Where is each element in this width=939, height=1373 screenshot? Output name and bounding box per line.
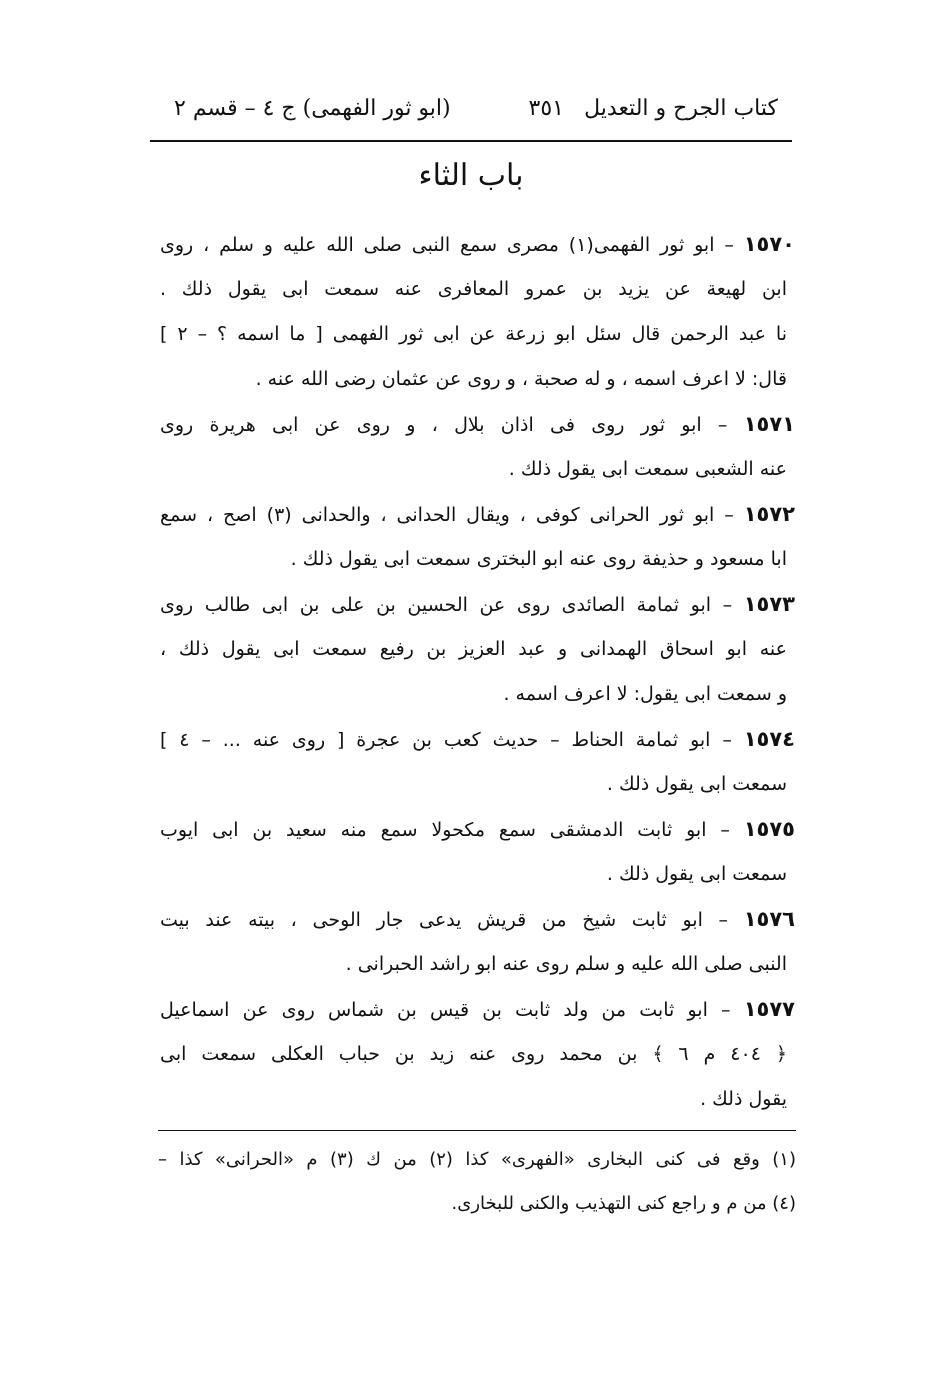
entry-text: عنه الشعبى سمعت ابى يقول ذلك . [508, 458, 787, 480]
entry-text: عنه ابو اسحاق الهمدانى و عبد العزيز بن رفيع سمعت ابى يقول ذلك ، [160, 638, 787, 660]
entry-text: – ابو ثابت الدمشقى سمع مكحولا سمع منه سعيد بن ابى ايوب [160, 819, 730, 841]
entry-text: نا عبد الرحمن قال سئل ابو زرعة عن ابى ثور الفهمى [ ما اسمه ؟ – ٢ ] [160, 323, 788, 345]
entry-line [160, 492, 795, 537]
entry-line [160, 627, 795, 672]
entry-7 [160, 897, 795, 987]
entry-line [160, 537, 795, 582]
entry-line [160, 672, 795, 717]
footnotes [158, 1138, 796, 1226]
entry-line [160, 1032, 795, 1077]
entry-line [160, 942, 795, 987]
entry-line [160, 402, 795, 447]
page-number: ٣٥١ [528, 96, 564, 121]
entry-1 [160, 222, 795, 402]
footnote-rule [158, 1130, 796, 1131]
entry-text: سمعت ابى يقول ذلك . [606, 773, 787, 795]
entry-text: – ابو ثمامة الحناط – حديث كعب بن عجرة [ روى عنه ... – ٤ ] [160, 729, 732, 751]
entry-5 [160, 717, 795, 807]
entry-line [160, 267, 795, 312]
entry-line [160, 582, 795, 627]
entry-number: ١٥٧٦ [743, 907, 796, 931]
entries-list [160, 222, 795, 1122]
entry-number: ١٥٧٣ [743, 592, 795, 616]
entry-text: يقول ذلك . [700, 1088, 787, 1110]
entry-line [160, 222, 795, 267]
entry-line [160, 1077, 795, 1122]
entry-line [160, 357, 795, 402]
entry-text: سمعت ابى يقول ذلك . [606, 863, 787, 885]
entry-line [160, 717, 795, 762]
running-header [150, 88, 792, 132]
entry-number: ١٥٧٥ [743, 817, 795, 841]
entry-text: ﴿ ٤٠٤ م ٦ ﴾ بن محمد روى عنه زيد بن حباب العكلى سمعت ابى [160, 1043, 787, 1065]
entry-line [160, 807, 795, 852]
entry-line [160, 312, 795, 357]
entry-text: – ابو ثور الفهمى(١) مصرى سمع النبى صلى الله عليه و سلم ، روى [160, 234, 734, 256]
entry-text: – ابو ثور روى فى اذان بلال ، و روى عن ابى هريرة روى [160, 414, 728, 436]
entry-2 [160, 402, 795, 492]
entry-number: ١٥٧٠ [743, 232, 796, 256]
entry-8 [160, 987, 795, 1122]
entry-number: ١٥٧٤ [743, 727, 796, 751]
entry-number: ١٥٧١ [743, 412, 795, 436]
entry-line [160, 762, 795, 807]
entry-6 [160, 807, 795, 897]
entry-text: و سمعت ابى يقول: لا اعرف اسمه . [503, 683, 787, 705]
entry-text: ابا مسعود و حذيفة روى عنه ابو البخترى سمعت ابى يقول ذلك . [290, 548, 787, 570]
section-label: (ابو ثور الفهمى) ج ٤ – قسم ٢ [174, 96, 451, 121]
entry-3 [160, 492, 795, 582]
entry-line [160, 447, 795, 492]
entry-number: ١٥٧٢ [743, 502, 796, 526]
entry-text: قال: لا اعرف اسمه ، و له صحبة ، و روى عن عثمان رضى الله عنه . [255, 368, 787, 390]
entry-text: – ابو ثمامة الصائدى روى عن الحسين بن على بن ابى طالب روى [160, 594, 733, 616]
entry-line [160, 987, 795, 1032]
entry-line [160, 897, 795, 942]
entry-text: – ابو ثابت من ولد ثابت بن قيس بن شماس روى عن اسماعيل [160, 999, 731, 1021]
footnote-line: (٤) من م و راجع كنى التهذيب والكنى للبخارى. [451, 1193, 796, 1214]
header-rule [150, 140, 792, 142]
book-title: كتاب الجرح و التعديل [584, 96, 778, 121]
entry-number: ١٥٧٧ [743, 997, 795, 1021]
entry-text: النبى صلى الله عليه و سلم روى عنه ابو راشد الحبرانى . [345, 953, 787, 975]
entry-line [160, 852, 795, 897]
footnote-line: (١) وقع فى كنى البخارى «الفهرى» كذا (٢) من ك (٣) م «الحرانى» كذا – [158, 1149, 796, 1170]
entry-4 [160, 582, 795, 717]
entry-text: – ابو ثور الحرانى كوفى ، ويقال الحدانى ، والحدانى (٣) اصح ، سمع [160, 504, 734, 526]
chapter-title: باب الثاء [418, 158, 524, 193]
entry-text: – ابو ثابت شيخ من قريش يدعى جار الوحى ، بيته عند بيت [160, 909, 729, 931]
entry-text: ابن لهيعة عن يزيد بن عمرو المعافرى عنه سمعت ابى يقول ذلك . [160, 278, 787, 300]
